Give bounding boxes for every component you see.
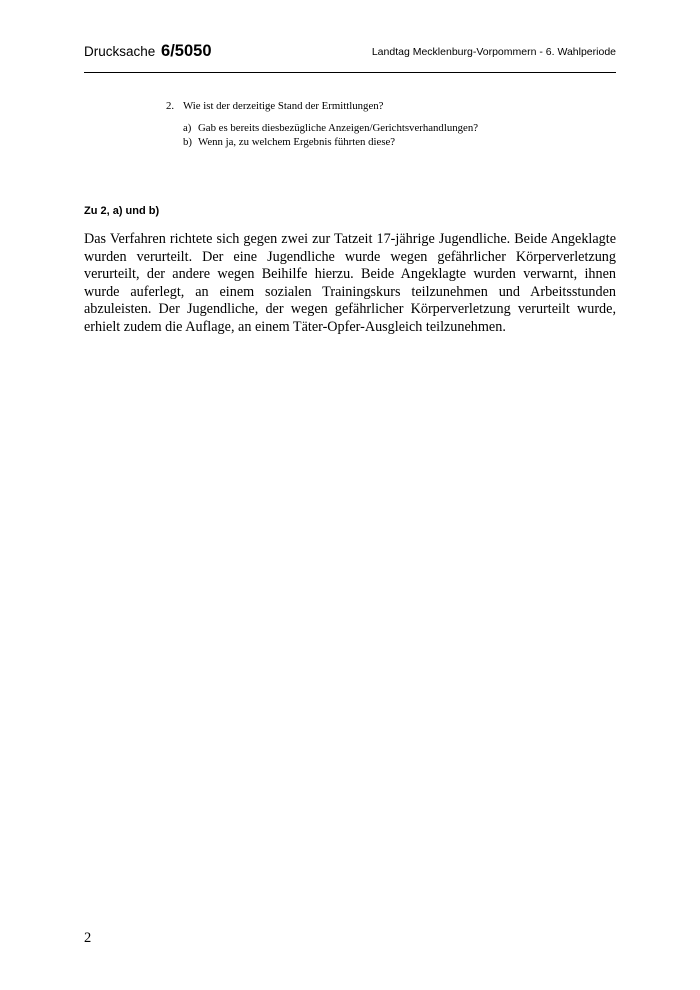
question-subitem-b — [183, 135, 586, 149]
document-id — [84, 42, 212, 61]
document-number: 6/5050 — [161, 42, 212, 60]
question-subitem-a — [183, 121, 586, 135]
question-item — [166, 99, 586, 113]
parliament-period: Landtag Mecklenburg-Vorpommern - 6. Wahlperiode — [371, 46, 616, 58]
document-label: Drucksache — [84, 44, 156, 59]
question-number: 2. — [166, 100, 175, 112]
page-number: 2 — [84, 930, 92, 946]
page-header — [84, 40, 616, 73]
subitem-label: b) — [183, 136, 192, 148]
question-subitems — [166, 121, 586, 149]
subitem-text: Wenn ja, zu welchem Ergebnis führten diese? — [198, 136, 396, 148]
subitem-text: Gab es bereits diesbezügliche Anzeigen/Gerichtsverhandlungen? — [198, 122, 479, 134]
question-block — [166, 99, 586, 149]
subitem-label: a) — [183, 122, 192, 134]
answer-heading: Zu 2, a) und b) — [84, 205, 160, 217]
question-text: Wie ist der derzeitige Stand der Ermittlungen? — [183, 100, 384, 112]
answer-paragraph: Das Verfahren richtete sich gegen zwei zur Tatzeit 17-jährige Jugendliche. Beide Angeklagte wurden verurteilt. Der eine Jugendliche wurde wegen gefährlicher Körperverletzung verurteilt, der andere wegen Beihilfe hierzu. Beide Angeklagte wurden verwarnt, ihnen wurde auferlegt, an einem sozialen Trainingskurs teilzunehmen und Arbeitsstunden abzuleisten. Der Jugendliche, der wegen gefährlicher Körperverletzung verurteilt wurde, erhielt zudem die Auflage, an einem Täter-Opfer-Ausgleich teilzunehmen. — [84, 231, 616, 335]
